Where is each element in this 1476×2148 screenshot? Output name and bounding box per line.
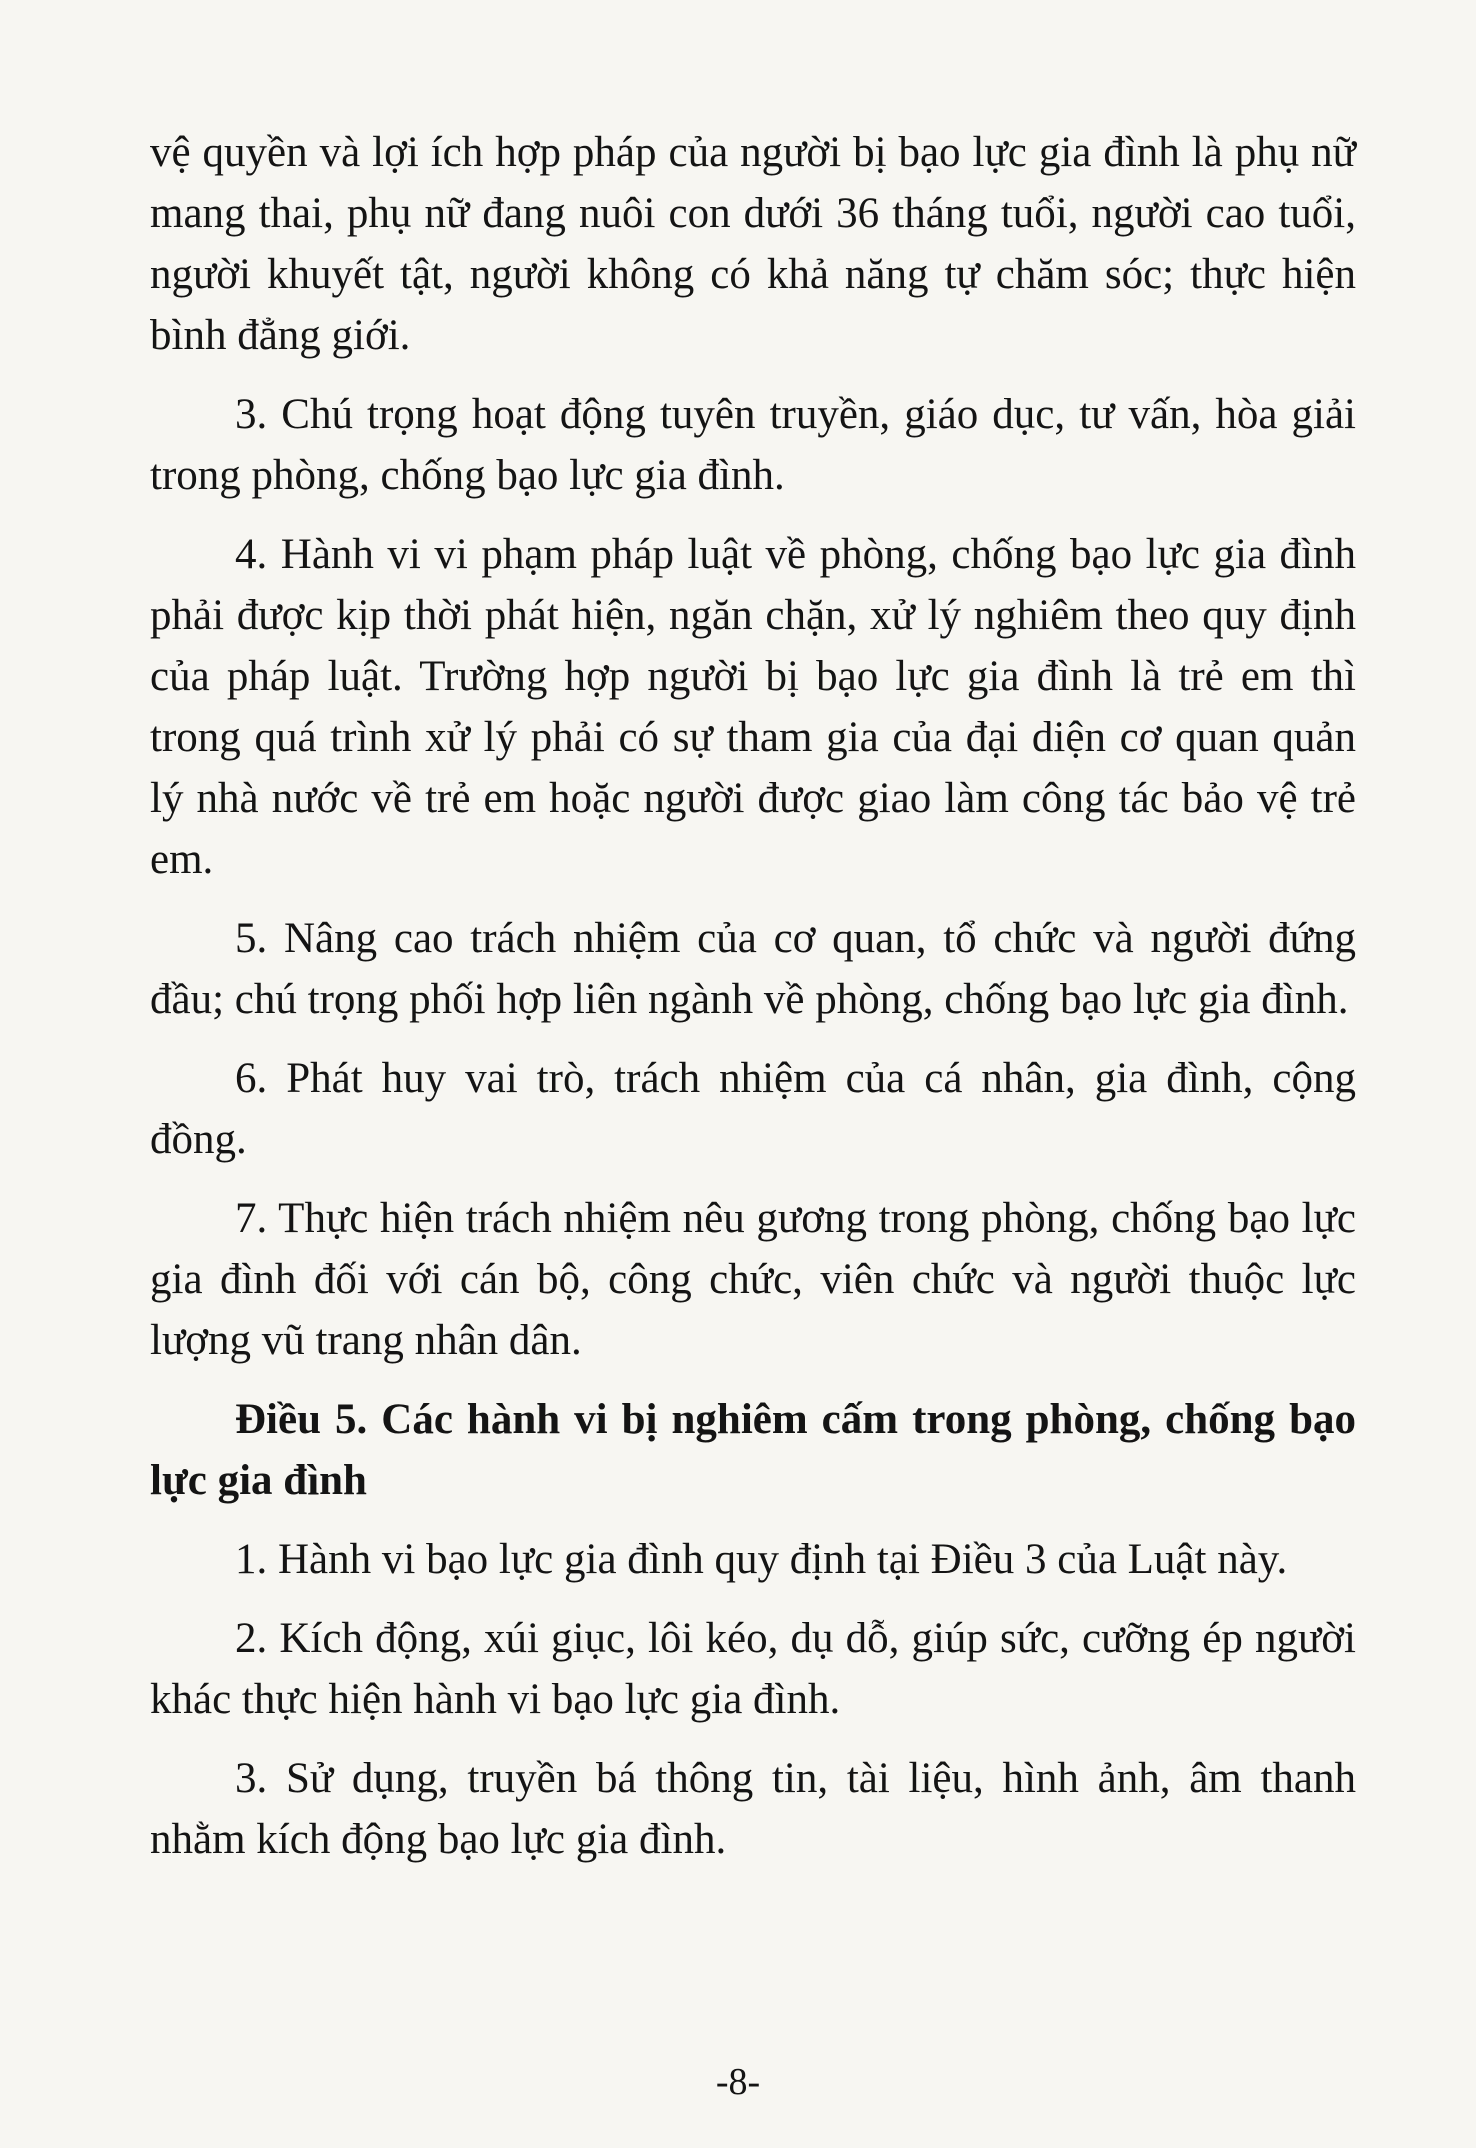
page-number: -8- — [715, 2061, 761, 2103]
paragraph-item-6: 6. Phát huy vai trò, trách nhiệm của cá nhân, gia đình, cộng đồng. — [150, 1055, 1356, 1163]
paragraph-item-7: 7. Thực hiện trách nhiệm nêu gương trong phòng, chống bạo lực gia đình đối với cán bộ, công chức, viên chức và người thuộc lực lượng vũ trang nhân dân. — [150, 1195, 1356, 1364]
paragraph-continued: vệ quyền và lợi ích hợp pháp của người bị bạo lực gia đình là phụ nữ mang thai, phụ nữ đang nuôi con dưới 36 tháng tuổi, người cao tuổi, người khuyết tật, người không có khả năng tự chăm sóc; thực hiện bình đẳng giới. — [150, 129, 1356, 359]
paragraph-item-4: 4. Hành vi vi phạm pháp luật về phòng, chống bạo lực gia đình phải được kịp thời phát hiện, ngăn chặn, xử lý nghiêm theo quy định của pháp luật. Trường hợp người bị bạo lực gia đình là trẻ em thì trong quá trình xử lý phải có sự tham gia của đại diện cơ quan quản lý nhà nước về trẻ em hoặc người được giao làm công tác bảo vệ trẻ em. — [150, 531, 1356, 883]
article-5-item-3: 3. Sử dụng, truyền bá thông tin, tài liệu, hình ảnh, âm thanh nhằm kích động bạo lực gia đình. — [150, 1755, 1356, 1863]
article-5-item-1: 1. Hành vi bạo lực gia đình quy định tại Điều 3 của Luật này. — [235, 1536, 1288, 1583]
paragraph-item-5: 5. Nâng cao trách nhiệm của cơ quan, tổ chức và người đứng đầu; chú trọng phối hợp liên ngành về phòng, chống bạo lực gia đình. — [150, 915, 1356, 1023]
paragraph-item-3: 3. Chú trọng hoạt động tuyên truyền, giáo dục, tư vấn, hòa giải trong phòng, chống bạo lực gia đình. — [150, 391, 1356, 499]
article-5-title: Điều 5. Các hành vi bị nghiêm cấm trong phòng, chống bạo lực gia đình — [150, 1396, 1356, 1504]
article-5-item-2: 2. Kích động, xúi giục, lôi kéo, dụ dỗ, giúp sức, cưỡng ép người khác thực hiện hành vi bạo lực gia đình. — [150, 1615, 1356, 1723]
